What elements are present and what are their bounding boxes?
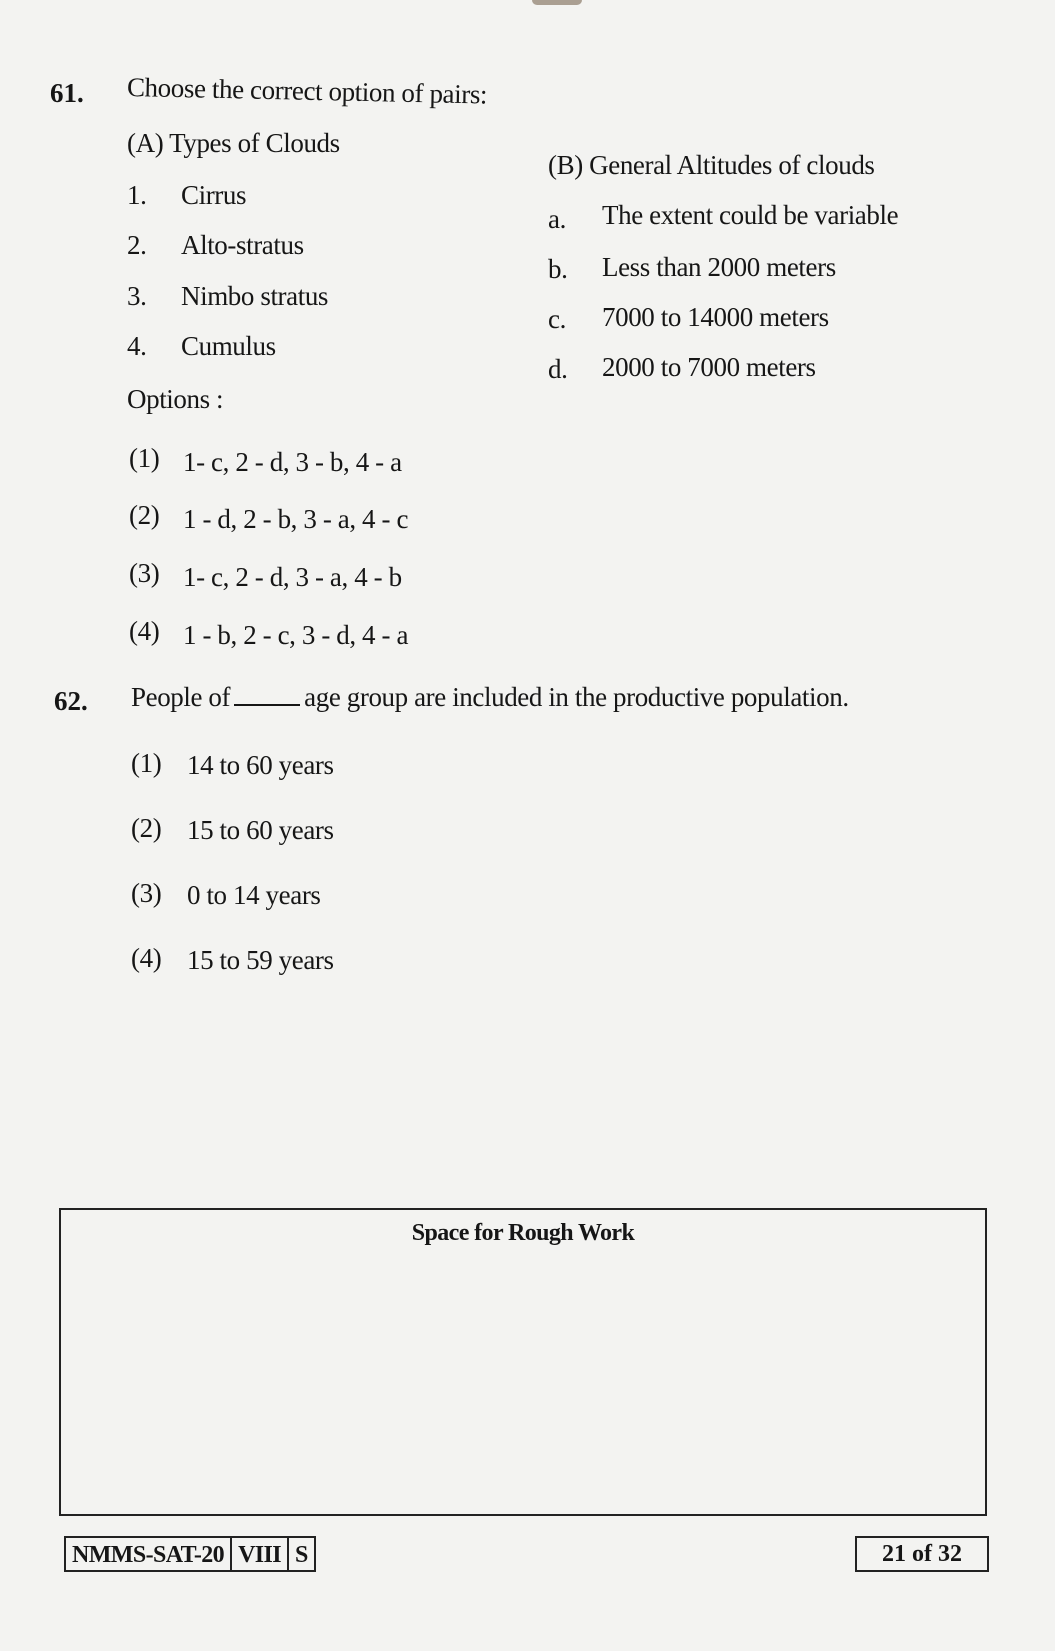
q62-option-label: (4) (131, 943, 162, 973)
q62-option-text: 15 to 60 years (187, 815, 334, 845)
rough-work-title: Space for Rough Work (411, 1220, 635, 1246)
q61-option-label: (2) (129, 500, 160, 530)
q62-option-text: 15 to 59 years (187, 945, 334, 975)
answer-blank (234, 686, 300, 706)
page-number: 21 of 32 (855, 1536, 989, 1572)
q61-option-text: 1 - d, 2 - b, 3 - a, 4 - c (183, 504, 409, 534)
top-edge-mark (532, 0, 582, 5)
q61-colB-item-label: b. (548, 254, 568, 284)
paper-code-box (64, 1536, 316, 1572)
q62-option-label: (1) (131, 748, 162, 778)
q61-option-text: 1 - b, 2 - c, 3 - d, 4 - a (183, 620, 409, 650)
paper-class: VIII (230, 1538, 287, 1570)
q61-colB-item-text: 2000 to 7000 meters (602, 352, 816, 382)
q61-colB-item-label: c. (548, 304, 566, 334)
q61-colA-item-label: 4. (127, 331, 147, 361)
rough-work-box (59, 1208, 987, 1516)
q61-option-label: (1) (129, 443, 160, 473)
q61-colA-item-label: 3. (127, 281, 147, 311)
q61-colB-item-text: The extent could be variable (602, 200, 899, 230)
q62-option-label: (3) (131, 878, 162, 908)
q62-stem (131, 682, 849, 713)
q61-colB-item-text: Less than 2000 meters (602, 252, 836, 282)
q62-option-text: 14 to 60 years (187, 750, 334, 780)
q61-colB-item-label: a. (548, 204, 566, 234)
q61-number: 61. (50, 78, 84, 108)
q62-stem-after: age group are included in the productive population. (304, 682, 849, 712)
q61-colA-item-label: 1. (127, 180, 147, 210)
q62-option-label: (2) (131, 813, 162, 843)
q61-colB-header: (B) General Altitudes of clouds (548, 150, 875, 180)
q62-option-text: 0 to 14 years (187, 880, 321, 910)
paper-set: S (287, 1538, 314, 1570)
q61-colA-item-text: Cirrus (181, 180, 247, 210)
q61-option-text: 1- c, 2 - d, 3 - a, 4 - b (183, 562, 402, 592)
q62-stem-before: People of (131, 682, 231, 712)
q61-option-label: (3) (129, 558, 160, 588)
q61-colA-item-text: Nimbo stratus (181, 281, 329, 311)
q61-colA-header: (A) Types of Clouds (127, 128, 340, 158)
q61-colA-item-text: Alto-stratus (181, 230, 304, 260)
q61-colA-item-text: Cumulus (181, 331, 276, 361)
q61-colA-item-label: 2. (127, 230, 147, 260)
q61-stem: Choose the correct option of pairs: (126, 72, 488, 110)
q61-option-text: 1- c, 2 - d, 3 - b, 4 - a (183, 447, 402, 477)
q61-colB-item-label: d. (548, 354, 568, 384)
q61-option-label: (4) (129, 616, 160, 646)
q61-options-label: Options : (127, 384, 224, 414)
q62-number: 62. (54, 686, 88, 716)
q61-colB-item-text: 7000 to 14000 meters (602, 302, 829, 332)
paper-code: NMMS-SAT-20 (72, 1542, 225, 1568)
